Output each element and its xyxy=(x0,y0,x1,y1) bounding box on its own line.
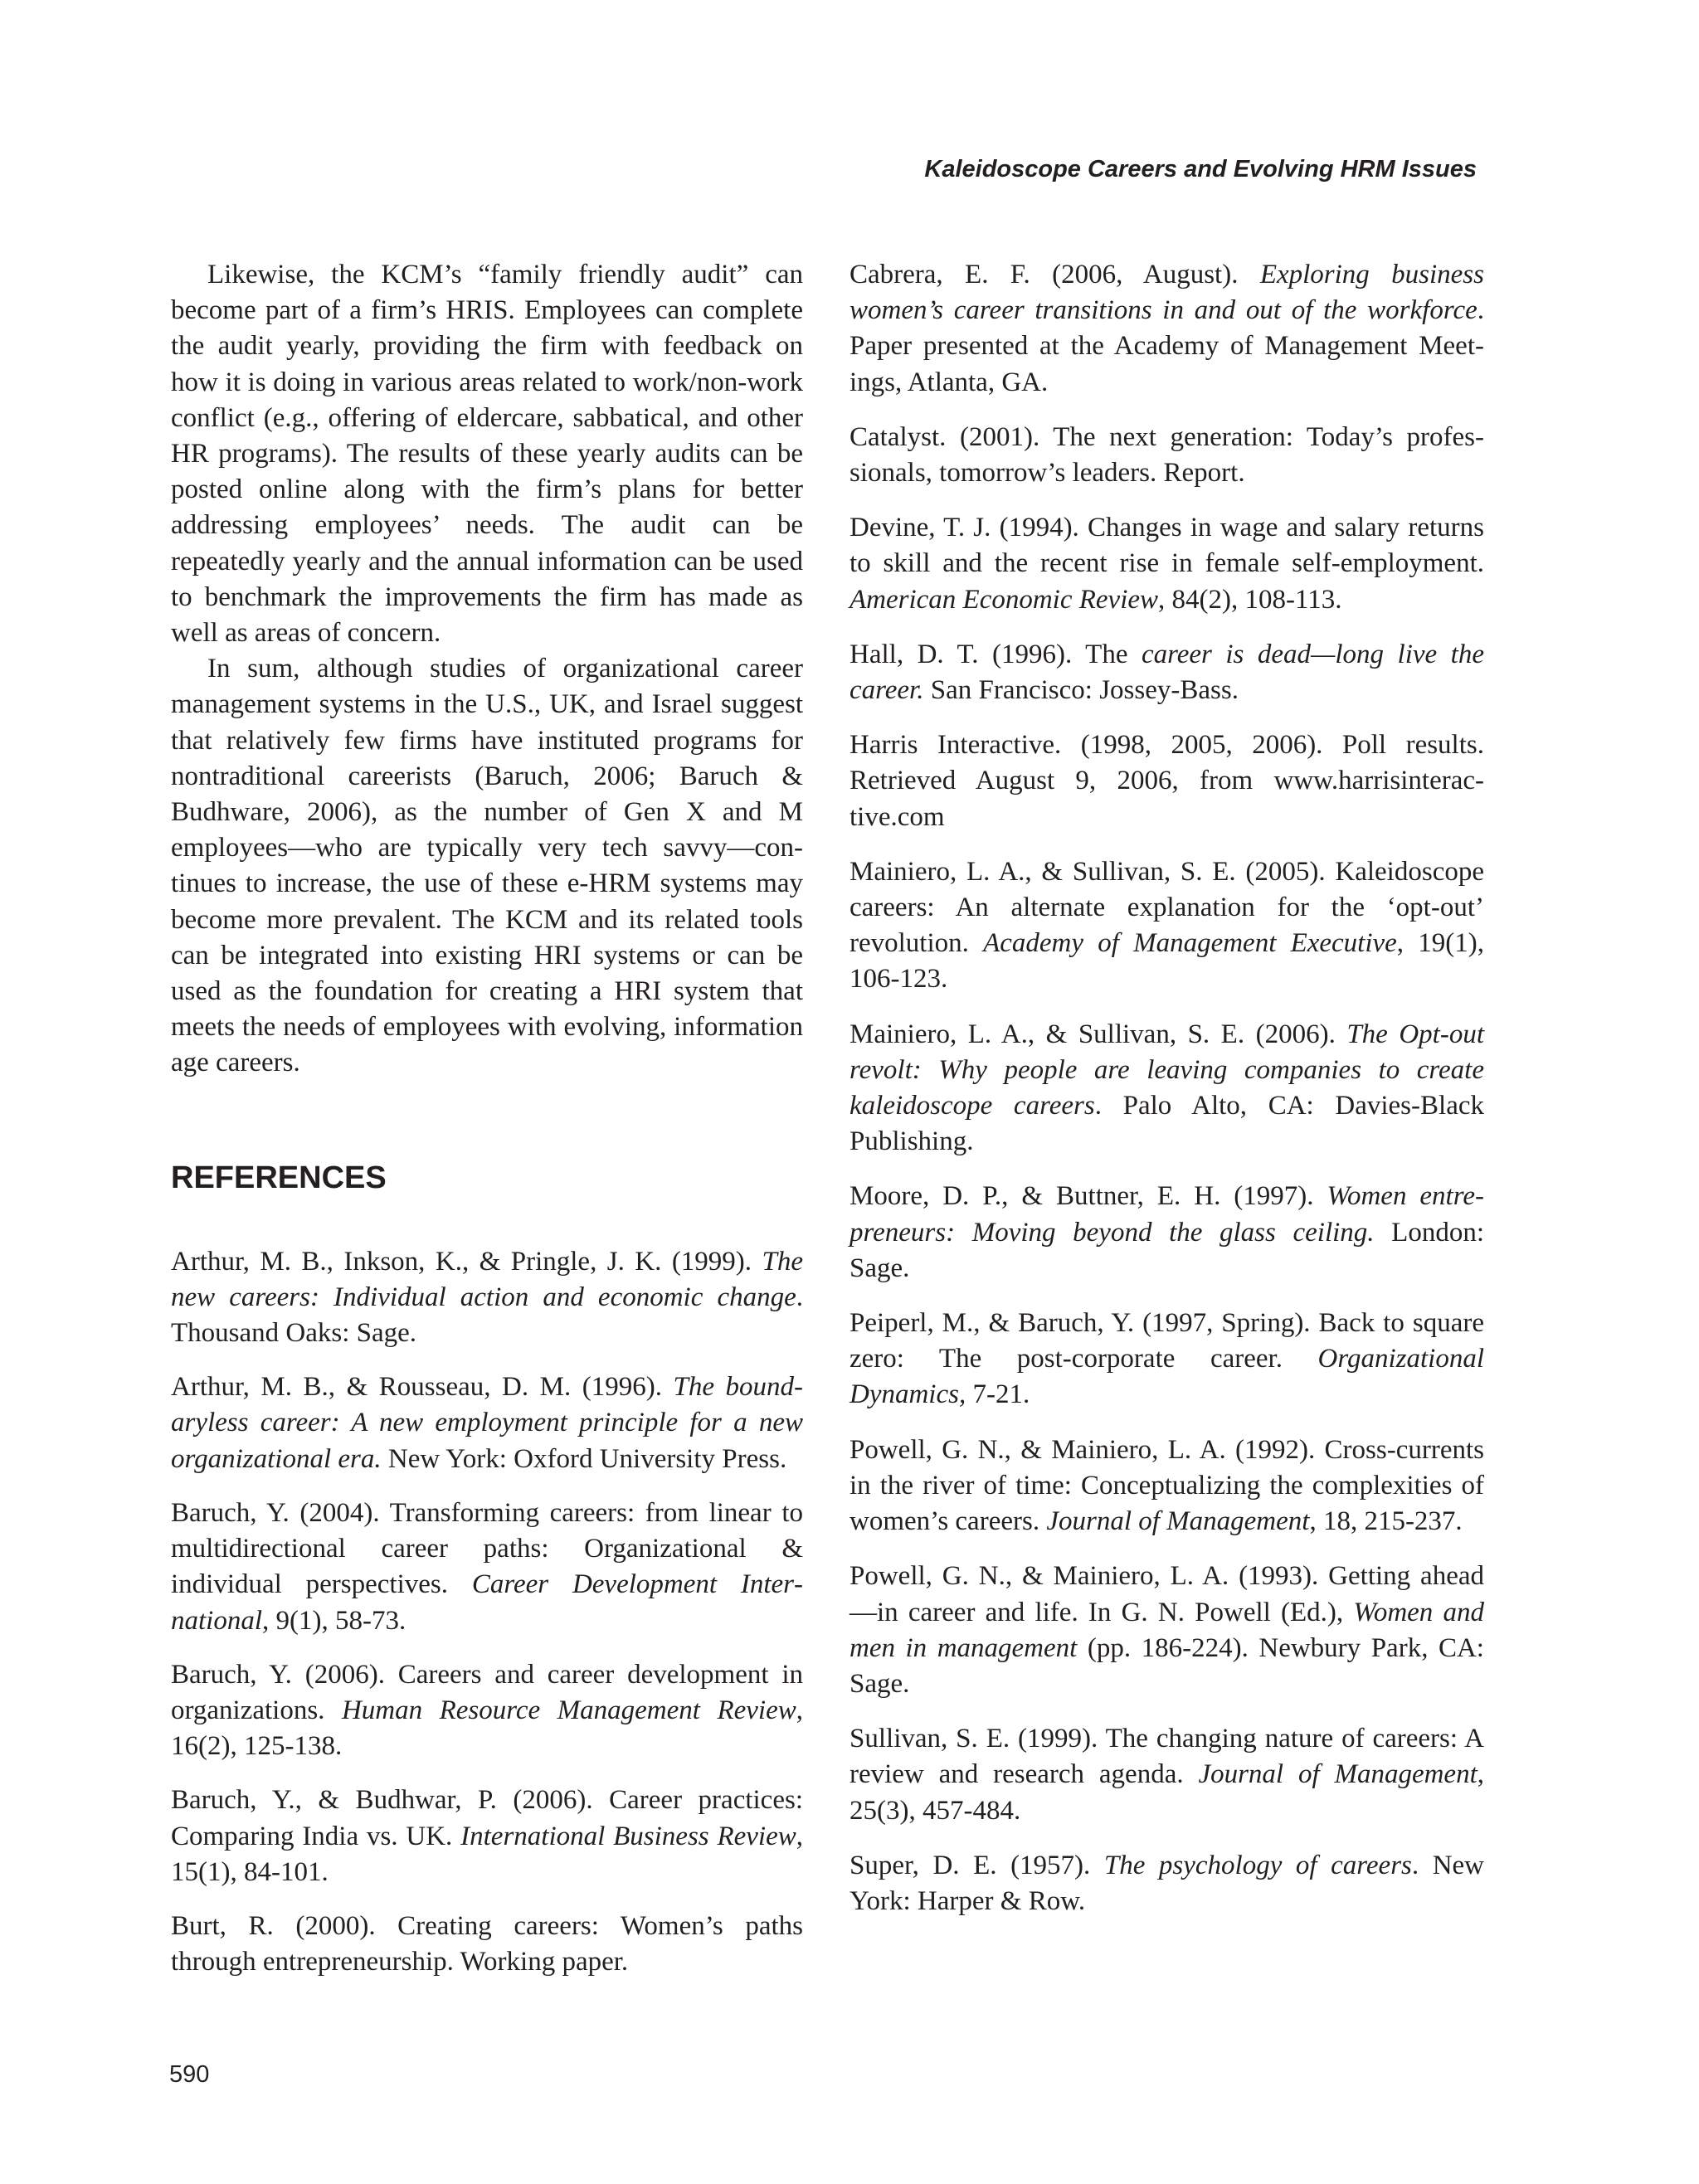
reference-italic-text: Women and men in management xyxy=(850,1597,1484,1663)
reference-after-text: , 15(1), 84-101. xyxy=(171,1821,803,1887)
reference-italic-text: The boundaryless career: A new employment principle for a new organizational era. xyxy=(171,1372,804,1474)
reference-italic-text: Human Resource Management Review xyxy=(341,1695,796,1725)
reference-entry xyxy=(850,854,1484,998)
reference-before-text: Powell, G. N., & Mainiero, L. A. (1992). Cross-currents in the river of time: Conceptualizing the complexities of women’s careers. xyxy=(850,1434,1484,1537)
reference-after-text: (pp. 186-224). Newbury Park, CA: Sage. xyxy=(850,1632,1484,1699)
reference-before-text: Harris Interactive. (1998, 2005, 2006). Poll results. Retrieved August 9, 2006, from www.harrisinteractive.com xyxy=(850,730,1484,832)
reference-italic-text: Career Development International xyxy=(171,1569,804,1636)
reference-before-text: Baruch, Y. (2004). Transforming careers: from linear to multidirectional career paths: Organizational & individual perspectives. xyxy=(171,1497,803,1600)
reference-after-text: , 25(3), 457-484. xyxy=(850,1759,1484,1826)
reference-entry xyxy=(850,1721,1484,1829)
reference-entry xyxy=(850,510,1484,618)
reference-italic-text: The psychology of careers xyxy=(1103,1850,1412,1880)
page-number: 590 xyxy=(169,2061,210,2088)
running-head: Kaleidoscope Careers and Evolving HRM Issues xyxy=(924,156,1477,182)
reference-entry xyxy=(850,420,1484,491)
reference-before-text: Powell, G. N., & Mainiero, L. A. (1993). Getting ahead—in career and life. In G. N. Powell (Ed.), xyxy=(850,1561,1484,1627)
references-heading: REFERENCES xyxy=(171,1160,387,1195)
left-column xyxy=(171,257,803,1998)
body-paragraph: Likewise, the KCM’s “family friendly audit” can become part of a firm’s HRIS. Employees can complete the audit yearly, providing the firm with feedback on how it is doing in various areas related to work/non-work conflict (e.g., offering of eldercare, sabbatical, and other HR programs). The results of these yearly audits can be posted online along with the firm’s plans for better addressing employees’ needs. The audit can be repeatedly yearly and the annual information can be used to benchmark the improvements the firm has made as well as areas of concern. xyxy=(171,260,803,649)
reference-before-text: Peiperl, M., & Baruch, Y. (1997, Spring). Back to square zero: The post-corporate career. xyxy=(850,1308,1484,1374)
reference-italic-text: Organizational Dynamics, xyxy=(850,1344,1484,1410)
reference-after-text: New York: Oxford University Press. xyxy=(381,1443,787,1474)
reference-after-text: San Francisco: Jossey-Bass. xyxy=(923,675,1239,706)
reference-before-text: Moore, D. P., & Buttner, E. H. (1997). xyxy=(850,1181,1327,1212)
body-paragraph: In sum, although studies of organizational career management systems in the U.S., UK, and Israel suggest that relatively few firms have instituted programs for nontraditional careerists (Baruch, 2006; Baruch & Budhware, 2006), as the number of Gen X and M employees—who are typically very tech savvy—continues to increase, the use of these e-HRM systems may become more prevalent. The KCM and its related tools can be integrated into existing HRI systems or can be used as the foundation for creating a HRI system that meets the needs of employees with evolving, information age careers. xyxy=(171,654,803,1078)
reference-italic-text: Exploring business women’s career transitions in and out of the workforce xyxy=(850,260,1484,326)
reference-before-text: Mainiero, L. A., & Sullivan, S. E. (2006). xyxy=(850,1019,1347,1049)
reference-after-text: . Thousand Oaks: Sage. xyxy=(171,1282,803,1349)
reference-after-text: , 18, 215-237. xyxy=(1309,1506,1463,1537)
reference-entry xyxy=(850,1848,1484,1919)
reference-italic-text: The new careers: Individual action and economic change xyxy=(171,1246,803,1312)
reference-italic-text: Academy of Management Executive xyxy=(983,928,1397,959)
reference-after-text: 7-21. xyxy=(966,1379,1030,1410)
reference-before-text: Burt, R. (2000). Creating careers: Women’s paths through entrepreneurship. Working paper. xyxy=(171,1910,803,1977)
reference-entry xyxy=(850,1432,1484,1540)
reference-after-text: , 84(2), 108-113. xyxy=(1158,584,1342,615)
reference-before-text: Arthur, M. B., Inkson, K., & Pringle, J. K. (1999). xyxy=(171,1246,762,1277)
reference-italic-text: American Economic Review xyxy=(850,584,1159,615)
reference-before-text: Super, D. E. (1957). xyxy=(850,1850,1104,1880)
reference-after-text: London: Sage. xyxy=(850,1217,1485,1283)
reference-list xyxy=(171,1244,803,1981)
reference-italic-text: career is dead—long live the career. xyxy=(850,639,1484,706)
reference-before-text: Hall, D. T. (1996). The xyxy=(850,639,1142,669)
reference-after-text: , 16(2), 125-138. xyxy=(171,1695,803,1762)
reference-before-text: Sullivan, S. E. (1999). The changing nature of careers: A review and research agenda. xyxy=(850,1724,1484,1790)
reference-italic-text: Journal of Management xyxy=(1046,1506,1310,1537)
reference-before-text: Arthur, M. B., & Rousseau, D. M. (1996). xyxy=(171,1372,674,1403)
reference-italic-text: International Business Review xyxy=(460,1821,796,1851)
reference-list xyxy=(850,257,1484,1919)
reference-entry xyxy=(850,637,1484,708)
reference-italic-text: The Opt-out revolt: Why people are leaving companies to create kaleidoscope careers xyxy=(850,1019,1484,1121)
reference-after-text: . Palo Alto, CA: Davies-Black Publishing. xyxy=(850,1091,1484,1157)
reference-before-text: Catalyst. (2001). The next generation: Today’s professionals, tomorrow’s leaders. Report. xyxy=(850,421,1484,489)
reference-entry xyxy=(171,1369,803,1477)
reference-after-text: , 19(1), 106-123. xyxy=(850,928,1484,995)
reference-before-text: Baruch, Y., & Budhwar, P. (2006). Career practices: Comparing India vs. UK. xyxy=(171,1785,803,1851)
reference-entry xyxy=(171,1657,803,1765)
reference-entry xyxy=(171,1496,803,1639)
reference-entry xyxy=(850,1179,1484,1287)
reference-italic-text: Journal of Management xyxy=(1198,1759,1477,1790)
reference-entry xyxy=(171,1783,803,1890)
right-column xyxy=(850,257,1484,1938)
reference-entry xyxy=(850,727,1484,835)
reference-entry xyxy=(850,1559,1484,1702)
reference-before-text: Baruch, Y. (2006). Careers and career development in organizations. xyxy=(171,1659,803,1725)
reference-after-text: . New York: Harper & Row. xyxy=(850,1850,1485,1916)
reference-italic-text: Women entrepreneurs: Moving beyond the glass ceiling. xyxy=(850,1181,1484,1248)
reference-after-text: . Paper presented at the Academy of Management Meetings, Atlanta, GA. xyxy=(850,295,1484,397)
reference-entry xyxy=(850,1306,1484,1413)
reference-entry xyxy=(171,1244,803,1352)
reference-before-text: Mainiero, L. A., & Sullivan, S. E. (2005). Kaleidoscope careers: An alternate explanation for the ‘opt-out’ revolution. xyxy=(850,856,1484,959)
reference-before-text: Cabrera, E. F. (2006, August). xyxy=(850,260,1260,289)
reference-entry xyxy=(850,257,1484,401)
reference-entry xyxy=(850,1017,1484,1160)
reference-entry xyxy=(171,1909,803,1980)
reference-before-text: Devine, T. J. (1994). Changes in wage and salary returns to skill and the recent rise in female self-employment. xyxy=(850,513,1484,579)
reference-after-text: , 9(1), 58-73. xyxy=(262,1605,406,1636)
